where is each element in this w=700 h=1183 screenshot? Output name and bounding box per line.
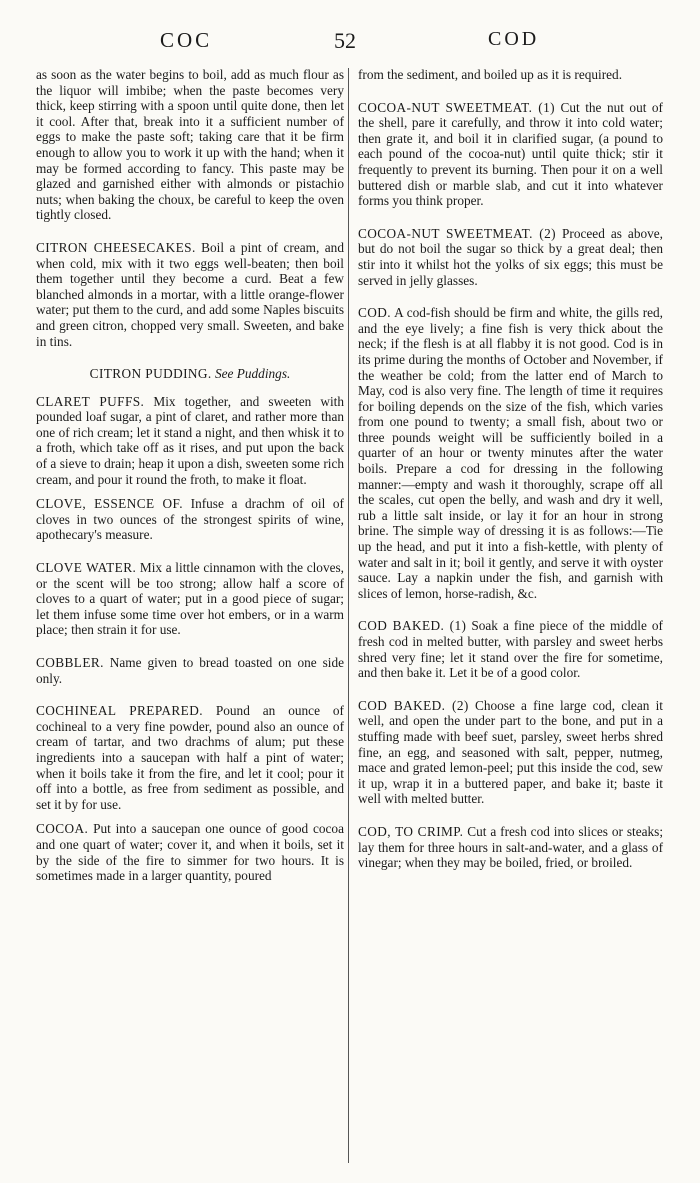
entry-heading: COCOA. <box>36 821 89 837</box>
entry-cocoa-nut-sweetmeat-2 <box>358 226 663 288</box>
entry-heading: COD BAKED. (1) <box>358 618 467 634</box>
entry-heading: CITRON CHEESECAKES. <box>36 239 196 255</box>
right-column <box>358 67 663 880</box>
entry-heading: CITRON PUDDING. <box>89 366 212 382</box>
header-right-guide-word: COD <box>488 28 540 50</box>
continued-text: as soon as the water begins to boil, add as much flour as the liquor will imbibe; when the paste becomes very thick, keep stirring with a spoon until quite done, then let it cool. After that, break into it a sufficient number of eggs to make the paste soft; taking care that it be firm enough to allow you to work it up with the hand; when it may be formed according to fancy. This paste may be glazed and garnished either with almonds or pistachio nuts; when baking the choux, be careful to keep the oven tightly closed. <box>36 67 344 223</box>
entry-heading: CLARET PUFFS. <box>36 393 145 409</box>
entry-heading: COCHINEAL PREPARED. <box>36 703 203 719</box>
entry-heading: COD, TO CRIMP. <box>358 823 464 839</box>
page-number: 52 <box>334 28 356 53</box>
continued-text: from the sediment, and boiled up as it is required. <box>358 67 623 82</box>
entry-citron-pudding <box>36 366 344 382</box>
entry-cod-to-crimp <box>358 824 663 871</box>
entry-body: Mix together, and sweeten with pounded loaf sugar, a pint of claret, and rather more than one of rich cream; let it stand a night, and then whisk it to a froth, which take off as it rises, and put upon the back of a sieve to drain; heap it upon a dish, sweeten some rich cream, and pour it round the froth, to make it float. <box>36 393 344 487</box>
entry-body: Soak a fine piece of the middle of fresh cod in melted butter, with parsley and sweet herbs shred very fine; let it stand over the fire for sometime, and then bake it. Let it be of a good color. <box>358 618 663 681</box>
entry-claret-puffs <box>36 394 344 488</box>
entry-body: Pound an ounce of cochineal to a very fine powder, pound also an ounce of cream of tartar, and two drachms of alum; put these ingredients into a saucepan with half a pint of water; when it boils take it from the fire, and let it cool; pour it off into a bottle, as free from sediment as possible, and set it by for use. <box>36 703 344 812</box>
entry-cochineal-prepared <box>36 703 344 812</box>
entry-body: Name given to bread toasted on one side only. <box>36 655 345 686</box>
entry-cod <box>358 305 663 601</box>
entry-clove-water <box>36 560 344 638</box>
entry-cocoa-nut-sweetmeat-1 <box>358 100 663 209</box>
entry-body: Choose a fine large cod, clean it well, and open the under part to the bone, and put in a stuffing made with beef suet, parsley, sweet herbs shred fine, an egg, and seasoned with salt, pepper, nutmeg, mace and grated lemon-peel; put this inside the cod, sew it up, wrap it in a buttered paper, and bake it; baste it well with melted butter. <box>358 697 663 807</box>
column-divider <box>348 68 349 1163</box>
entry-cod-baked-2 <box>358 698 663 807</box>
entry-cobbler <box>36 655 344 686</box>
entry-body: A cod-fish should be firm and white, the gills red, and the eye lively; a fine fish is very thick about the neck; if the flesh is at all flabby it is not good. Cod is in its prime during the months of October and November, if the weather be cold; from the latter end of March to May, cod is also very fine. The length of time it requires for boiling depends on the size of the fish, which varies from one pound to twenty; a small fish, about two or three pounds weight will be sufficiently boiled in a quarter of an hour or twenty minutes after the water boils. Prepare a cod for dressing in the following manner:—empty and wash it thoroughly, scrape off all the scales, cut open the belly, and wash and dry it well, rub a little salt inside, or lay it for an hour in strong brine. The simple way of dressing it is as follows:—Tie up the head, and put it into a fish-kettle, with plenty of water and salt in it; boil it gently, and serve it with oyster sauce. Lay a napkin under the fish, and garnish with slices of lemon, horse-radish, &c. <box>358 305 663 601</box>
entry-heading: COCOA-NUT SWEETMEAT. (1) <box>358 99 555 115</box>
entry-heading: CLOVE WATER. <box>36 560 137 576</box>
entry-body: Mix a little cinnamon with the cloves, or the scent will be too strong; allow half a score of cloves to a quart of water; put in a good piece of sugar; let them infuse some time over hot embers, or in a warm place; then strain it for use. <box>36 560 344 638</box>
entry-citron-cheesecakes <box>36 240 344 349</box>
cross-reference: See Puddings. <box>214 366 291 382</box>
header-left-guide-word: COC <box>160 28 213 52</box>
entry-heading: CLOVE, ESSENCE OF. <box>36 496 183 512</box>
entry-cod-baked-1 <box>358 618 663 680</box>
entry-body: Put into a saucepan one ounce of good cocoa and one quart of water; cover it, and when it boils, set it by the side of the fire to simmer for two hours. It is sometimes made in a larger quantity, poured <box>36 821 344 884</box>
entry-heading: COD BAKED. (2) <box>358 697 469 713</box>
entry-clove-essence <box>36 496 344 543</box>
entry-body: Boil a pint of cream, and when cold, mix with it two eggs well-beaten; then boil them together until they become a curd. Beat a few blanched almonds in a mortar, with a little orange-flower water; put them to the curd, and add some Naples biscuits and green citron, chopped very small. Sweeten, and bake in tins. <box>36 239 344 349</box>
entry-body: Proceed as above, but do not boil the sugar so thick by a great deal; then stir into it whilst hot the yolks of six eggs; this must be served in jelly glasses. <box>358 225 663 288</box>
left-column <box>36 67 344 893</box>
entry-cocoa <box>36 821 344 883</box>
entry-heading: COCOA-NUT SWEETMEAT. (2) <box>358 225 557 241</box>
running-header <box>0 28 700 58</box>
entry-heading: COBBLER. <box>36 655 104 670</box>
entry-heading: COD. <box>358 305 391 321</box>
entry-body: Cut a fresh cod into slices or steaks; lay them for three hours in salt-and-water, and a glass of vinegar; when they may be boiled, fried, or broiled. <box>358 823 664 871</box>
entry-body: Cut the nut out of the shell, pare it carefully, and throw it into cold water; then grate it, and boil it in clarified sugar, (a pound to each pound of the cocoa-nut) until quite thick; stir it frequently to prevent its burning. Then pour it on a well buttered dish or marble slab, and cut it into whatever forms you think proper. <box>358 99 663 209</box>
entry-body: Infuse a drachm of oil of cloves in two ounces of the strongest spirits of wine, apothecary's measure. <box>36 496 344 543</box>
